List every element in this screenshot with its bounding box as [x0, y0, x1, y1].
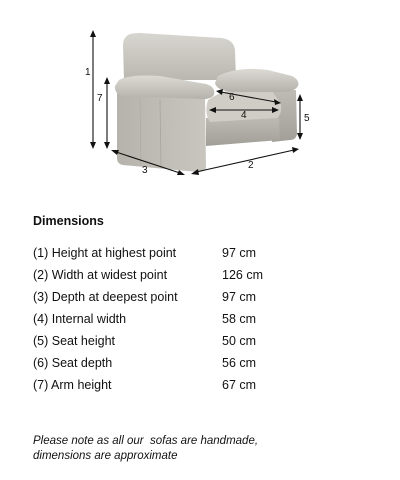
- dimension-value: 58 cm: [222, 312, 257, 326]
- dim-label-4: 4: [241, 110, 247, 121]
- dimension-value: 50 cm: [222, 334, 257, 348]
- right-arm-top: [215, 69, 298, 92]
- dimension-label: (4) Internal width: [33, 312, 127, 326]
- dimension-label: (6) Seat depth: [33, 356, 113, 370]
- dimension-label: (2) Width at widest point: [33, 268, 168, 282]
- dim-label-1: 1: [85, 67, 91, 78]
- dimension-label: (3) Depth at deepest point: [33, 290, 178, 304]
- dimensions-heading: Dimensions: [33, 214, 104, 228]
- dimension-label: (1) Height at highest point: [33, 246, 177, 260]
- dimension-value: 56 cm: [222, 356, 257, 370]
- dim-label-2: 2: [248, 160, 254, 171]
- dim-label-5: 5: [304, 113, 310, 124]
- left-arm-side: [117, 92, 206, 172]
- dimension-value: 97 cm: [222, 290, 257, 304]
- note-line-1: Please note as all our sofas are handmade,: [33, 435, 259, 447]
- note-line-2: dimensions are approximate: [33, 450, 178, 462]
- dimension-label: (5) Seat height: [33, 334, 115, 348]
- dimension-value: 67 cm: [222, 378, 257, 392]
- armchair-illustration: [115, 33, 298, 172]
- dimension-value: 97 cm: [222, 246, 257, 260]
- handmade-note: [33, 434, 258, 464]
- dim-label-3: 3: [142, 165, 148, 176]
- dim-label-6: 6: [229, 92, 235, 103]
- dimension-value: 126 cm: [222, 268, 263, 282]
- dim-label-7: 7: [97, 93, 103, 104]
- dimension-label: (7) Arm height: [33, 378, 112, 392]
- armchair-dimension-diagram: [0, 0, 400, 200]
- back-cushion: [123, 33, 236, 80]
